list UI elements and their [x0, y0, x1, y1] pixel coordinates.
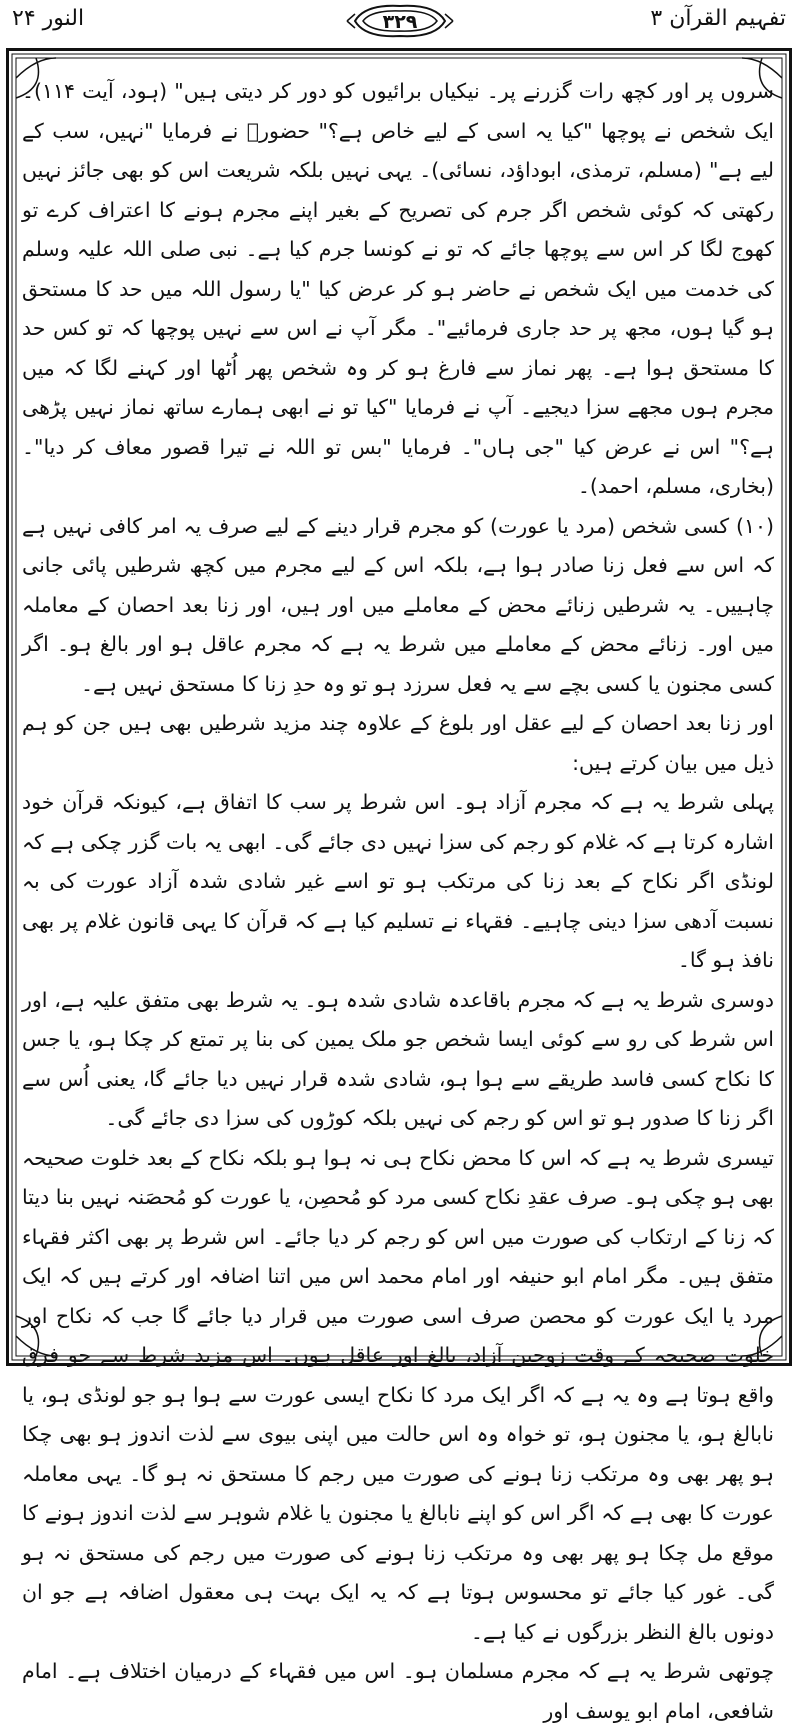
paragraph: دوسری شرط یہ ہے کہ مجرم باقاعدہ شادی شدہ ہو۔ یہ شرط بھی متفق علیہ ہے، اور اس شرط کی رو سے کوئی ایسا شخص جو ملک یمین کی بنا پر تمتع کر چکا ہو، یا جس کا نکاح کسی فاسد طریقے سے ہوا ہو، شادی شدہ قرار نہیں دیا جائے گا، یعنی اُس سے اگر زنا کا صدور ہو تو اس کو رجم کی نہیں بلکہ کوڑوں کی سزا دی جائے گی۔ [22, 987, 774, 1130]
paragraph: (۱۰) کسی شخص (مرد یا عورت) کو مجرم قرار دینے کے لیے صرف یہ امر کافی نہیں ہے کہ اس سے فعل زنا صادر ہوا ہے، بلکہ اس کے لیے مجرم میں کچھ شرطیں پائی جانی چاہییں۔ یہ شرطیں زنائے محض کے معاملے میں اور ہیں، اور زنا بعد احصان کے معاملہ میں اور۔ زنائے محض کے معاملے میں شرط یہ ہے کہ مجرم عاقل ہو اور بالغ ہو۔ اگر کسی مجنون یا کسی بچے سے یہ فعل سرزد ہو تو وہ حدِ زنا کا مستحق نہیں ہے۔ [22, 513, 774, 696]
paragraph: تیسری شرط یہ ہے کہ اس کا محض نکاح ہی نہ ہوا ہو بلکہ نکاح کے بعد خلوت صحیحہ بھی ہو چکی ہو۔ صرف عقدِ نکاح کسی مرد کو مُحصِن، یا عورت کو مُحصَنہ نہیں بنا دیتا کہ زنا کے ارتکاب کی صورت میں اس کو رجم کر دیا جائے۔ اس شرط پر بھی اکثر فقہاء متفق ہیں۔ مگر امام ابو حنیفہ اور امام محمد اس میں اتنا اضافہ اور کرتے ہیں کہ ایک مرد یا ایک عورت کو محصن صرف اسی صورت میں قرار دیا جائے گا جب کہ نکاح اور خلوت صحیحہ کے وقت زوجین آزاد، بالغ اور عاقل ہوں۔ اس مزید شرط سے جو فرق واقع ہوتا ہے وہ یہ ہے کہ اگر ایک مرد کا نکاح ایسی عورت سے ہوا ہو جو لونڈی ہو، یا نابالغ ہو، یا مجنون ہو، تو خواہ وہ اس حالت میں اپنی بیوی سے لذت اندوز ہو بھی چکا ہو پھر بھی وہ مرتکب زنا ہونے کی صورت میں رجم کا مستحق نہ ہو گا۔ یہی معاملہ عورت کا بھی ہے کہ اگر اس کو اپنے نابالغ یا مجنون یا غلام شوہر سے لذت اندوز ہونے کا موقع مل چکا ہو پھر بھی وہ مرتکب زنا ہونے کی صورت میں رجم کی مستحق نہ ہو گی۔ غور کیا جائے تو محسوس ہوتا ہے کہ یہ ایک بہت ہی معقول اضافہ ہے جو ان دونوں بالغ النظر بزرگوں نے کیا ہے۔ [22, 1145, 774, 1644]
paragraph: پہلی شرط یہ ہے کہ مجرم آزاد ہو۔ اس شرط پر سب کا اتفاق ہے، کیونکہ قرآن خود اشارہ کرتا ہے کہ غلام کو رجم کی سزا نہیں دی جائے گی۔ ابھی یہ بات گزر چکی ہے کہ لونڈی اگر نکاح کے بعد زنا کی مرتکب ہو تو اسے غیر شادی شدہ آزاد عورت کی بہ نسبت آدھی سزا دینی چاہیے۔ فقہاء نے تسلیم کیا ہے کہ قرآن کا یہی قانون غلام پر بھی نافذ ہو گا۔ [22, 790, 774, 972]
page-number: ۳۲۹ [382, 11, 418, 33]
page-number-emblem [345, 2, 455, 40]
book-title: تفہیم القرآن ۳ [650, 6, 786, 31]
page-body-text [22, 72, 774, 1723]
surah-reference: النور ۲۴ [12, 6, 85, 31]
paragraph: سروں پر اور کچھ رات گزرنے پر۔ نیکیاں برائیوں کو دور کر دیتی ہیں" (ہود، آیت ۱۱۴)۔ ایک شخص نے پوچھا "کیا یہ اسی کے لیے خاص ہے؟" حضورؐ نے فرمایا "نہیں، سب کے لیے ہے" (مسلم، ترمذی، ابوداؤد، نسائی)۔ یہی نہیں بلکہ شریعت اس کو بھی جائز نہیں رکھتی کہ کوئی شخص اگر جرم کی تصریح کے بغیر اپنے مجرم ہونے کا اعتراف کرے تو کھوج لگا کر اس سے پوچھا جائے کہ تو نے کونسا جرم کیا ہے۔ نبی صلی اللہ علیہ وسلم کی خدمت میں ایک شخص نے حاضر ہو کر عرض کیا "یا رسول اللہ میں حد کا مستحق ہو گیا ہوں، مجھ پر حد جاری فرمائیے"۔ مگر آپ نے اس سے نہیں پوچھا کہ تو کس حد کا مستحق ہوا ہے۔ پھر نماز سے فارغ ہو کر وہ شخص پھر اُٹھا اور کہنے لگا کہ میں مجرم ہوں مجھے سزا دیجیے۔ آپ نے فرمایا "کیا تو نے ابھی ہمارے ساتھ نماز نہیں پڑھی ہے؟" اس نے عرض کیا "جی ہاں"۔ فرمایا "بس تو اللہ نے تیرا قصور معاف کر دیا"۔ (بخاری، مسلم، احمد)۔ [22, 79, 774, 498]
paragraph: اور زنا بعد احصان کے لیے عقل اور بلوغ کے علاوہ چند مزید شرطیں بھی ہیں جن کو ہم ذیل میں بیان کرتے ہیں: [22, 711, 774, 775]
paragraph: چوتھی شرط یہ ہے کہ مجرم مسلمان ہو۔ اس میں فقہاء کے درمیان اختلاف ہے۔ امام شافعی، امام ابو یوسف اور [22, 1659, 774, 1723]
